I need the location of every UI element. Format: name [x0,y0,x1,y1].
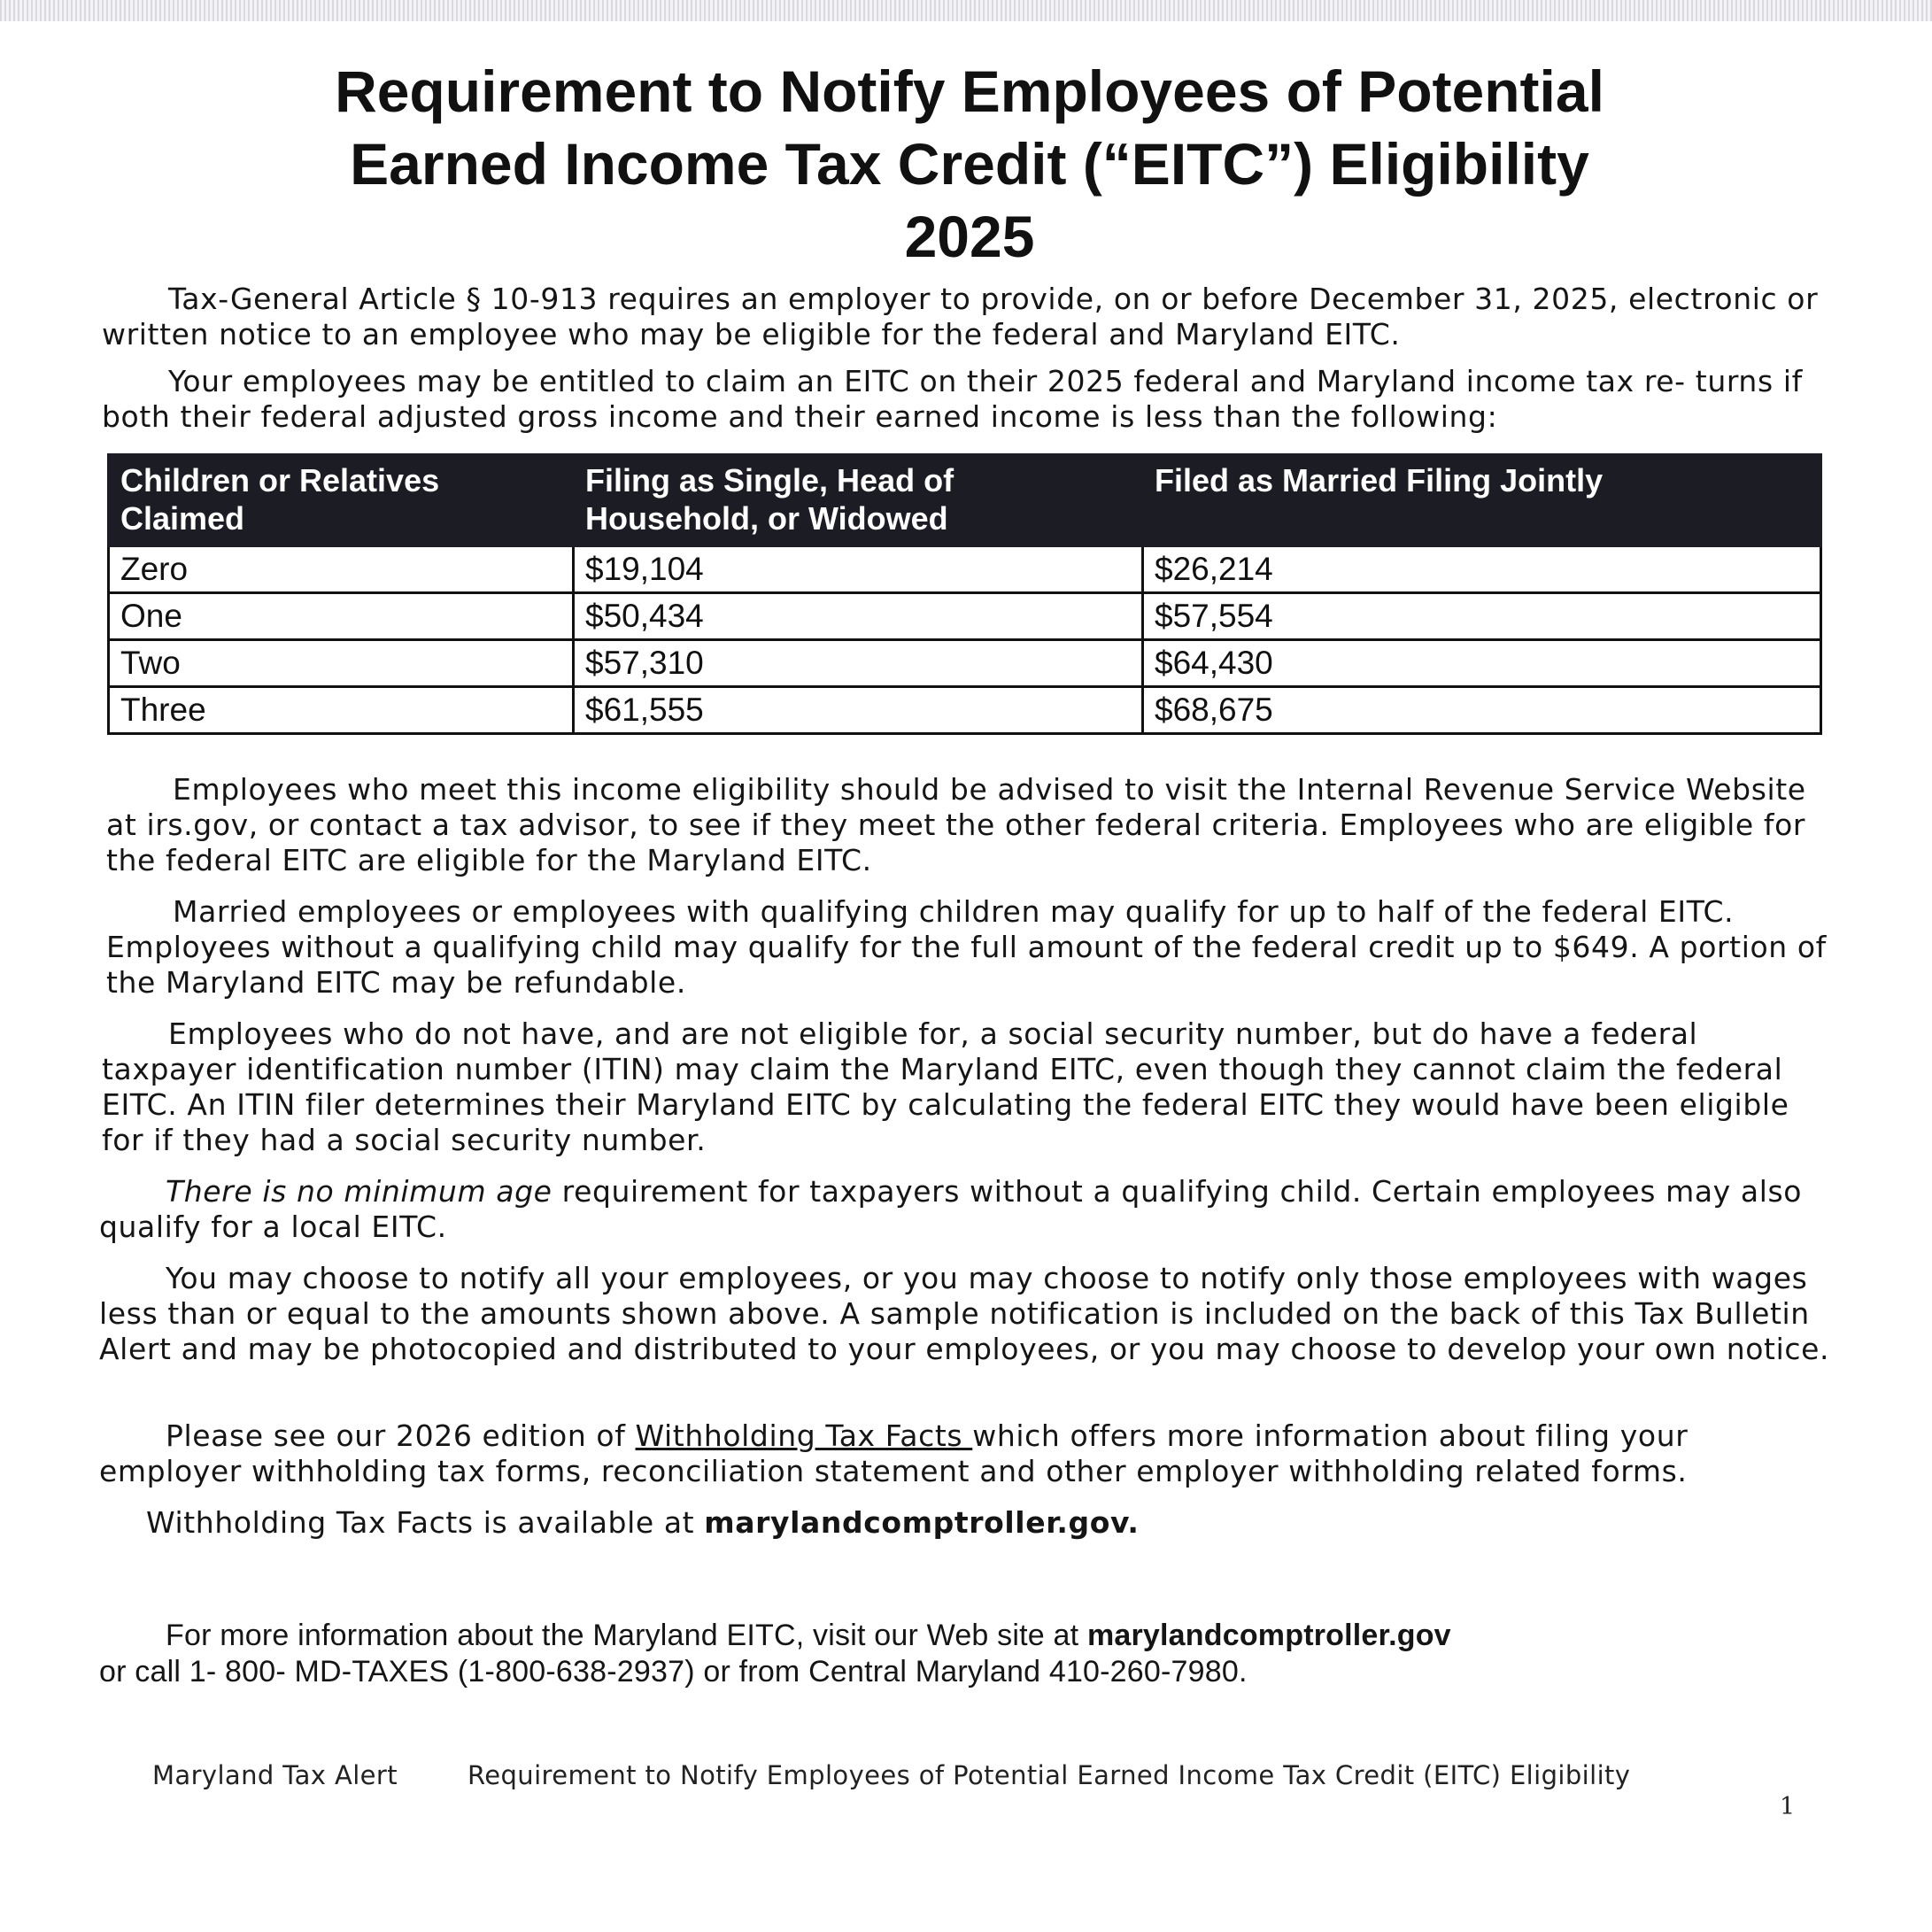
cell-single: $61,555 [574,687,1143,734]
table-row [109,546,1821,593]
cell-married: $57,554 [1143,593,1821,640]
header-married: Filed as Married Filing Jointly [1143,455,1821,546]
footer-label: Maryland Tax Alert [152,1760,398,1790]
availability-website: marylandcomptroller.gov. [704,1505,1140,1540]
intro-text-1: Tax-General Article § 10-913 requires an employer to provide, on or before December 31, 2025, electronic or written notice to an employee who may be eligible for the federal and Maryland EITC. [102,282,1819,352]
married-paragraph [106,894,1833,1001]
cell-married: $64,430 [1143,640,1821,687]
cell-children: Three [109,687,574,734]
table-row [109,687,1821,734]
age-italic-text: There is no minimum age [166,1174,553,1209]
withholding-tax-facts-link[interactable]: Withholding Tax Facts [635,1418,973,1453]
withholding-post-text: which offers more information about filing your employer withholding tax forms, reconciliation statement and other employer withholding related forms. [99,1418,1689,1488]
notify-paragraph [99,1261,1835,1367]
itin-text: Employees who do not have, and are not eligible for, a social security number, but do have a federal taxpayer identification number (ITIN) may claim the Maryland EITC, even though they cannot claim the federal EITC. An ITIN filer determines their Maryland EITC by calculating the federal EITC they would have been eligible for if they had a social security number. [102,1016,1789,1157]
title-year: 2025 [904,204,1035,269]
eligibility-text: Employees who meet this income eligibility should be advised to visit the Internal Revenue Service Website at irs.gov, or contact a tax advisor, to see if they meet the other federal criteria. Employees who are eligible for the federal EITC are eligible for the Maryland EITC. [106,772,1806,877]
page-title [177,55,1762,273]
itin-paragraph [102,1016,1833,1158]
header-single: Filing as Single, Head of Household, or Widowed [574,455,1143,546]
availability-paragraph [146,1505,1828,1541]
intro-text-2: Your employees may be entitled to claim an EITC on their 2025 federal and Maryland income tax re- turns if both their federal adjusted gross income and their earned income is less than the following: [102,364,1803,434]
contact-website: marylandcomptroller.gov [1086,1619,1451,1652]
age-paragraph [99,1174,1835,1245]
eitc-income-table [107,453,1822,735]
intro-paragraph-2 [102,364,1833,435]
header-children: Children or Relatives Claimed [109,455,574,546]
footer-title: Requirement to Notify Employees of Potential Earned Income Tax Credit (EITC) Eligibility [468,1760,1631,1790]
table-row [109,640,1821,687]
title-line-1: Requirement to Notify Employees of Potential [335,58,1604,124]
cell-children: Zero [109,546,574,593]
table-row [109,593,1821,640]
page-number: 1 [1780,1793,1796,1820]
notify-text: You may choose to notify all your employees, or you may choose to notify only those employees with wages less than or equal to the amounts shown above. A sample notification is included on the back of this Tax Bulletin Alert and may be photocopied and distributed to your employees, or you may choose to develop your own notice. [99,1261,1830,1366]
cell-married: $68,675 [1143,687,1821,734]
contact-paragraph [99,1618,1835,1690]
cell-children: One [109,593,574,640]
cell-single: $50,434 [574,593,1143,640]
age-text: requirement for taxpayers without a qualifying child. Certain employees may also qualify for a local EITC. [99,1174,1803,1244]
cell-married: $26,214 [1143,546,1821,593]
cell-children: Two [109,640,574,687]
eligibility-paragraph [106,772,1833,878]
availability-text: Withholding Tax Facts is available at [146,1505,705,1540]
cell-single: $19,104 [574,546,1143,593]
withholding-paragraph [99,1418,1835,1489]
contact-phone-text: or call 1- 800- MD-TAXES (1-800-638-2937) or from Central Maryland 410-260-7980. [99,1655,1248,1689]
intro-paragraph-1 [102,282,1833,352]
cell-single: $57,310 [574,640,1143,687]
withholding-pre-text: Please see our 2026 edition of [166,1418,636,1453]
scan-edge [0,0,1932,21]
married-text: Married employees or employees with qualifying children may qualify for up to half of the federal EITC. Employees without a qualifying child may qualify for the full amount of the federal credit up to $649. A portion of the Maryland EITC may be refundable. [106,894,1827,1000]
title-line-2: Earned Income Tax Credit (“EITC”) Eligibility [350,131,1589,197]
table-header-row [109,455,1821,546]
contact-text: For more information about the Maryland EITC, visit our Web site at [166,1619,1087,1652]
